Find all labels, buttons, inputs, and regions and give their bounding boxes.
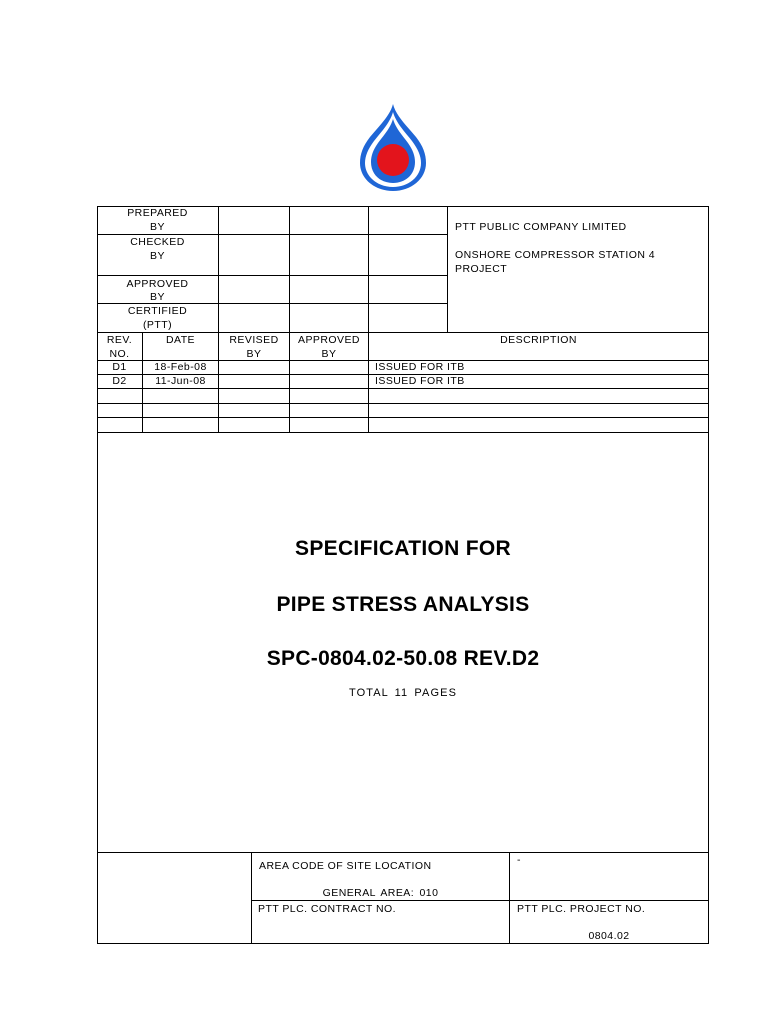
signoff-blank-cell bbox=[369, 235, 448, 276]
signoff-label-line1: CERTIFIED bbox=[127, 305, 188, 317]
signoff-label-prepared bbox=[97, 206, 219, 235]
revision-empty-cell bbox=[143, 404, 219, 418]
logo-red-core bbox=[377, 144, 409, 176]
signoff-blank-cell bbox=[369, 206, 448, 235]
contract-cell bbox=[252, 901, 510, 944]
signoff-blank-cell bbox=[290, 304, 369, 333]
area-code-label: AREA CODE OF SITE LOCATION bbox=[259, 860, 432, 872]
project-name-line2: PROJECT bbox=[455, 263, 508, 275]
revision-approved-by bbox=[290, 361, 369, 375]
date-header bbox=[143, 333, 219, 361]
signoff-label-line1: PREPARED bbox=[127, 207, 188, 219]
document-number: SPC-0804.02-50.08 REV.D2 bbox=[266, 647, 540, 670]
signoff-label-line1: APPROVED bbox=[126, 278, 189, 290]
revision-date: 18-Feb-08 bbox=[143, 361, 219, 375]
area-code-mark: - bbox=[517, 854, 521, 866]
area-code-cell bbox=[252, 853, 510, 901]
total-pages: TOTAL 11 PAGES bbox=[348, 687, 458, 699]
signoff-blank-cell bbox=[219, 304, 290, 333]
revision-description: ISSUED FOR ITB bbox=[369, 375, 709, 389]
title-block bbox=[97, 433, 709, 853]
revision-empty-cell bbox=[290, 389, 369, 404]
revision-empty-cell bbox=[219, 404, 290, 418]
revision-empty-cell bbox=[219, 389, 290, 404]
revision-empty-cell bbox=[97, 389, 143, 404]
header-line1: DATE bbox=[165, 334, 196, 346]
revision-empty-cell bbox=[369, 404, 709, 418]
project-number: 0804.02 bbox=[588, 930, 630, 942]
revised-by-header bbox=[219, 333, 290, 361]
revision-empty-cell bbox=[143, 418, 219, 433]
signoff-label-line2: BY bbox=[150, 250, 165, 262]
contract-label: PTT PLC. CONTRACT NO. bbox=[258, 903, 396, 915]
signoff-label-line2: BY bbox=[150, 291, 165, 303]
signoff-blank-cell bbox=[290, 206, 369, 235]
revision-empty-cell bbox=[219, 418, 290, 433]
revision-revised-by bbox=[219, 361, 290, 375]
project-name-line1: ONSHORE COMPRESSOR STATION 4 bbox=[455, 249, 656, 261]
signoff-blank-cell bbox=[290, 276, 369, 304]
revision-empty-cell bbox=[143, 389, 219, 404]
signoff-label-line1: CHECKED bbox=[130, 236, 185, 248]
header-line1: APPROVED bbox=[298, 334, 360, 346]
signoff-label-certified bbox=[97, 304, 219, 333]
revision-empty-cell bbox=[369, 418, 709, 433]
revision-rev-no: D2 bbox=[97, 375, 143, 389]
rev-no-header bbox=[97, 333, 143, 361]
area-code-value-cell bbox=[510, 853, 709, 901]
approved-by-header bbox=[290, 333, 369, 361]
revision-approved-by bbox=[290, 375, 369, 389]
revision-empty-cell bbox=[97, 404, 143, 418]
header-line2: BY bbox=[246, 348, 262, 360]
header-line1: REV. bbox=[106, 334, 133, 346]
project-cell bbox=[510, 901, 709, 944]
revision-rev-no: D1 bbox=[97, 361, 143, 375]
signoff-label-line2: BY bbox=[150, 221, 165, 233]
signoff-blank-cell bbox=[219, 206, 290, 235]
signoff-label-checked bbox=[97, 235, 219, 276]
ptt-logo-icon bbox=[360, 104, 426, 192]
description-header bbox=[369, 333, 709, 361]
revision-empty-cell bbox=[290, 404, 369, 418]
revision-empty-cell bbox=[97, 418, 143, 433]
header-line2: BY bbox=[321, 348, 337, 360]
company-name: PTT PUBLIC COMPANY LIMITED bbox=[455, 221, 627, 233]
revision-date: 11-Jun-08 bbox=[143, 375, 219, 389]
revision-description: ISSUED FOR ITB bbox=[369, 361, 709, 375]
footer-blank-cell bbox=[97, 853, 252, 944]
title-line1: SPECIFICATION FOR bbox=[295, 537, 511, 560]
project-label: PTT PLC. PROJECT NO. bbox=[517, 903, 646, 915]
title-line2: PIPE STRESS ANALYSIS bbox=[276, 593, 530, 616]
signoff-blank-cell bbox=[369, 276, 448, 304]
signoff-label-approved bbox=[97, 276, 219, 304]
header-line1: REVISED bbox=[229, 334, 279, 346]
revision-empty-cell bbox=[290, 418, 369, 433]
signoff-blank-cell bbox=[290, 235, 369, 276]
header-line2: NO. bbox=[109, 348, 130, 360]
revision-revised-by bbox=[219, 375, 290, 389]
signoff-blank-cell bbox=[219, 235, 290, 276]
revision-empty-cell bbox=[369, 389, 709, 404]
general-area: GENERAL AREA: 010 bbox=[322, 887, 439, 899]
signoff-blank-cell bbox=[369, 304, 448, 333]
signoff-label-line2: (PTT) bbox=[142, 319, 173, 331]
header-line1: DESCRIPTION bbox=[500, 334, 577, 346]
signoff-blank-cell bbox=[219, 276, 290, 304]
company-info-cell bbox=[448, 206, 709, 333]
